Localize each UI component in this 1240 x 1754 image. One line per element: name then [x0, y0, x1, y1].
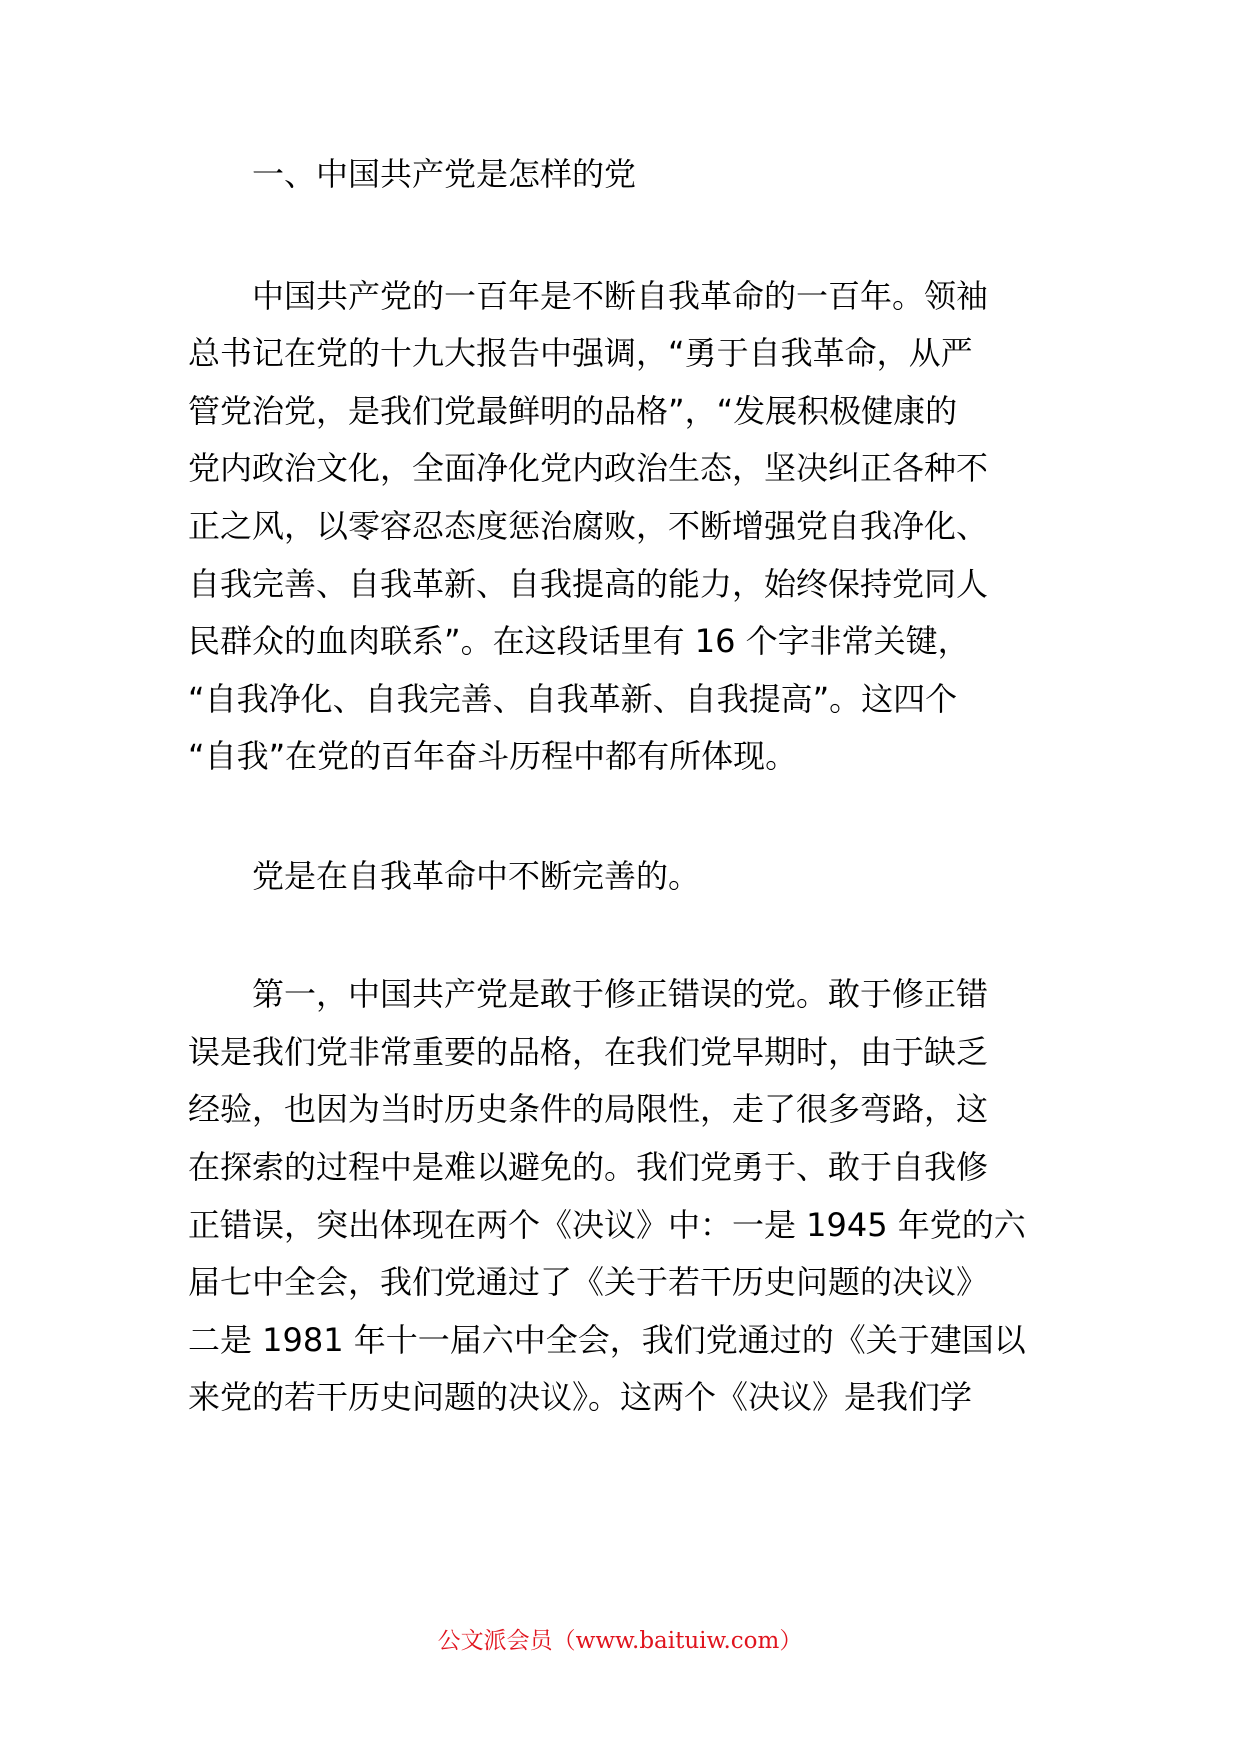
paragraph-line: 党内政治文化，全面净化党内政治生态，坚决纠正各种不	[188, 449, 989, 487]
paragraph-line: “自我”在党的百年奋斗历程中都有所体现。	[188, 737, 798, 775]
paragraph-line: 民群众的血肉联系”。在这段话里有 16 个字非常关键，	[188, 622, 970, 660]
paragraph-line: 中国共产党的一百年是不断自我革命的一百年。领袖	[252, 277, 989, 315]
paragraph-line: 二是 1981 年十一届六中全会，我们党通过的《关于建国以	[188, 1321, 1026, 1359]
paragraph-line: 管党治党，是我们党最鲜明的品格”，“发展积极健康的	[188, 392, 958, 430]
paragraph-line: 第一，中国共产党是敢于修正错误的党。敢于修正错	[252, 975, 989, 1013]
paragraph-line: 党是在自我革命中不断完善的。	[252, 857, 701, 895]
paragraph-line: 经验，也因为当时历史条件的局限性，走了很多弯路，这	[188, 1090, 989, 1128]
paragraph-line: 在探索的过程中是难以避免的。我们党勇于、敢于自我修	[188, 1148, 989, 1186]
paragraph-line: 届七中全会，我们党通过了《关于若干历史问题的决议》	[188, 1263, 989, 1301]
paragraph-line: “自我净化、自我完善、自我革新、自我提高”。这四个	[188, 680, 958, 718]
paragraph-line: 正之风，以零容忍态度惩治腐败，不断增强党自我净化、	[188, 507, 989, 545]
footer-watermark: 公文派会员（www.baituiw.com）	[437, 1628, 803, 1654]
paragraph-line: 正错误，突出体现在两个《决议》中：一是 1945 年党的六	[188, 1206, 1026, 1244]
paragraph-line: 误是我们党非常重要的品格，在我们党早期时，由于缺乏	[188, 1033, 989, 1071]
section-heading: 一、中国共产党是怎样的党	[252, 155, 637, 193]
paragraph-line: 自我完善、自我革新、自我提高的能力，始终保持党同人	[188, 565, 989, 603]
paragraph-line: 总书记在党的十九大报告中强调，“勇于自我革命，从严	[188, 334, 973, 372]
paragraph-line: 来党的若干历史问题的决议》。这两个《决议》是我们学	[188, 1378, 973, 1416]
